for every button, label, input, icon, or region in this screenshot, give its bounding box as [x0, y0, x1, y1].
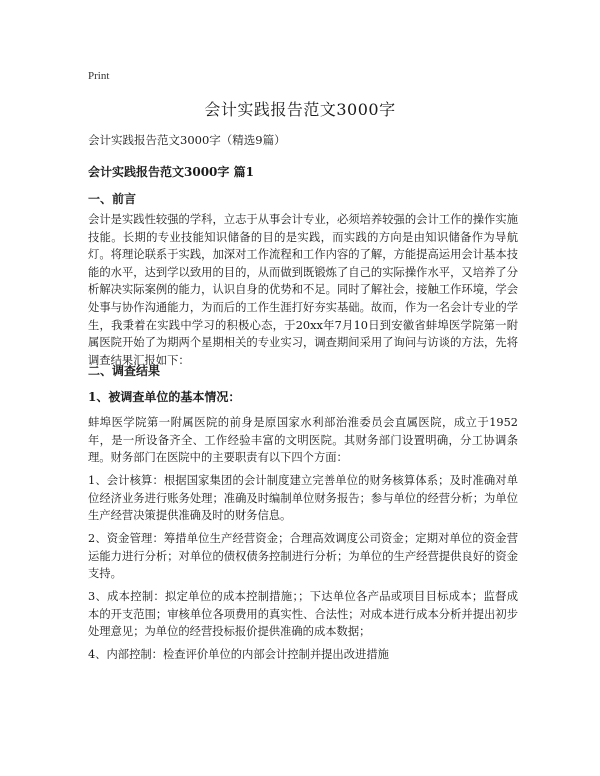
document-title: 会计实践报告范文3000字	[204, 100, 396, 119]
section1-body: 会计是实践性较强的学科，立志于从事会计专业，必须培养较强的会计工作的操作实施技能。长期的专业技能知识储备的目的是实践，而实践的方向是由知识储备作为导航灯。将理论联系于实践，加深对工作流程和工作内容的了解，方能提高运用会计基本技能的水平，达到学以致用的目的，从而做到既锻炼了自己的实际操作水平，又培养了分析解决实际案例的能力，认识自身的优势和不足。同时了解社会，接触工作环境，学会处事与协作沟通能力，为而后的工作生涯打好夯实基础。故而，作为一名会计专业的学生，我秉着在实践中学习的积极心态，于20xx年7月10日到安徽省蚌埠医学院第一附属医院开始了为期两个星期相关的专业实习，调查期间采用了询问与访谈的方法，先将调查结果汇报如下：	[88, 213, 518, 367]
print-label: Print	[88, 70, 110, 82]
section2-heading: 二、调查结果	[88, 364, 161, 378]
section1-heading: 一、前言	[88, 192, 137, 206]
article-title: 会计实践报告范文3000字 篇1	[88, 165, 254, 179]
item-cost: 3、成本控制：拟定单位的成本控制措施；；下达单位各产品或项目目标成本；监督成本的开支范围；审核单位各项费用的真实性、合法性；对成本进行成本分析并提出初步处理意见；为单位的经营投标报价提供准确的成本数据；	[88, 590, 518, 639]
document-subtitle: 会计实践报告范文3000字（精选9篇）	[88, 133, 286, 147]
item-accounting: 1、会计核算：根据国家集团的会计制度建立完善单位的财务核算体系；及时准确对单位经济业务进行账务处理；准确及时编制单位财务报告；参与单位的经营分析；为单位生产经营决策提供准确及时的财务信息。	[88, 474, 518, 523]
item-funds: 2、资金管理：筹措单位生产经营资金；合理高效调度公司资金；定期对单位的资金营运能力进行分析；对单位的债权债务控制进行分析；为单位的生产经营提供良好的资金支持。	[88, 532, 518, 581]
item-internal-control: 4、内部控制：检查评价单位的内部会计控制并提出改进措施	[88, 648, 389, 661]
sub1-heading: 1、被调查单位的基本情况：	[88, 390, 241, 404]
sub1-body: 蚌埠医学院第一附属医院的前身是原国家水利部治淮委员会直属医院，成立于1952年，是一所设备齐全、工作经验丰富的文明医院。其财务部门设置明确，分工协调条理。财务部门在医院中的主要职责有以下四个方面：	[88, 416, 518, 465]
